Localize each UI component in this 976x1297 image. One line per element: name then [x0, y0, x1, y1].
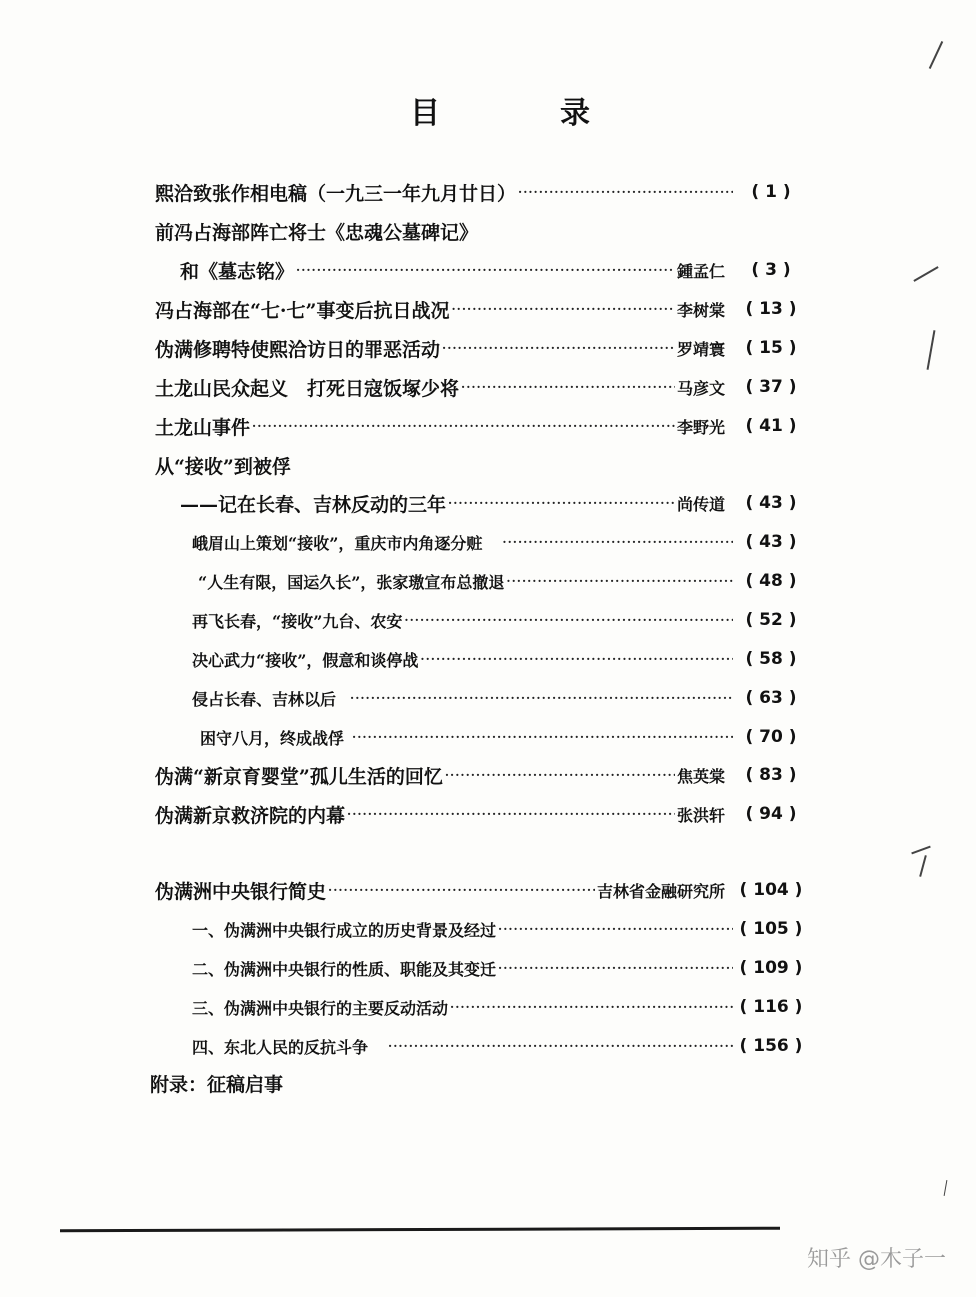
dot-leader — [350, 691, 733, 705]
toc-entry-author: 焦英棠 — [676, 766, 725, 786]
toc-subentry — [200, 722, 783, 752]
dot-leader — [445, 768, 675, 782]
toc-subentry — [192, 992, 789, 1022]
toc-entry-title: 决心武力“接收”，假意和谈停战 — [192, 650, 419, 670]
scan-edge-mark — [919, 855, 927, 877]
toc-entry-title: 三、伪满洲中央银行的主要反动活动 — [192, 998, 449, 1018]
toc-entry-author: 李野光 — [676, 417, 725, 437]
dot-leader — [328, 883, 595, 897]
toc-entry-title: 侵占长春、吉林以后 — [192, 689, 337, 709]
dot-leader — [450, 1000, 733, 1014]
toc-entry-page: ( 41 ) — [735, 416, 807, 436]
toc-entry-page: ( 15 ) — [735, 338, 807, 358]
toc-entry-page: ( 116 ) — [735, 997, 807, 1017]
toc-entry — [155, 799, 783, 829]
dot-leader — [461, 380, 675, 394]
toc-entry-author: 罗靖寰 — [676, 339, 725, 359]
dot-leader — [352, 730, 733, 744]
toc-entry-title: 附录：征稿启事 — [150, 1073, 284, 1096]
toc-entry-title: 和《墓志铭》 — [180, 260, 295, 283]
toc-entry-page: ( 156 ) — [735, 1036, 807, 1056]
scan-edge-mark — [927, 330, 936, 370]
toc-entry — [155, 450, 291, 480]
scan-edge-mark — [913, 266, 938, 282]
toc-entry-title: 土龙山事件 — [155, 416, 251, 439]
toc-entry-page: ( 1 ) — [735, 182, 807, 202]
toc-entry — [180, 255, 777, 285]
toc-subentry — [192, 914, 789, 944]
toc-subentry — [192, 953, 789, 983]
dot-leader — [420, 652, 733, 666]
scan-edge-mark — [929, 41, 943, 69]
toc-entry — [155, 216, 478, 246]
toc-entry-page: ( 105 ) — [735, 919, 807, 939]
toc-entry — [155, 760, 783, 790]
toc-entry-author: 鍾孟仁 — [676, 261, 725, 281]
toc-entry-author: 吉林省金融研究所 — [596, 881, 725, 901]
toc-entry-page: ( 58 ) — [735, 649, 807, 669]
toc-subentry — [192, 527, 783, 557]
toc-entry-title: 冯占海部在“七·七”事变后抗日战况 — [155, 299, 450, 322]
dot-leader — [347, 807, 675, 821]
page-title — [410, 88, 590, 132]
toc-entry-title: 伪满“新京育婴堂”孤儿生活的回忆 — [155, 765, 443, 788]
toc-subentry — [192, 605, 783, 635]
toc-subentry — [192, 644, 783, 674]
toc-entry — [155, 294, 783, 324]
toc-entry-author: 马彦文 — [676, 378, 725, 398]
watermark: 知乎 @木子一 — [807, 1247, 946, 1272]
toc-entry-title: 峨眉山上策划“接收”，重庆市内角逐分赃 — [192, 533, 483, 553]
toc-entry — [180, 488, 783, 518]
page-title-right: 录 — [560, 96, 590, 131]
dot-leader — [404, 613, 733, 627]
dot-leader — [252, 419, 675, 433]
toc-subentry — [198, 566, 783, 596]
toc-entry-title: 再飞长春，“接收”九台、农安 — [192, 611, 403, 631]
toc-entry-page: ( 48 ) — [735, 571, 807, 591]
toc-entry-title: 熙洽致张作相电稿（一九三一年九月廿日） — [155, 182, 517, 205]
dot-leader — [518, 185, 733, 199]
page-title-left: 目 — [410, 96, 440, 131]
toc-entry — [155, 177, 777, 207]
dot-leader — [498, 961, 733, 975]
toc-entry-title: 二、伪满洲中央银行的性质、职能及其变迁 — [192, 959, 497, 979]
toc-entry-title: “人生有限，国运久长”，张家璈宣布总撤退 — [198, 572, 505, 592]
toc-subentry — [192, 683, 783, 713]
toc-subentry — [192, 1031, 789, 1061]
bottom-rule — [60, 1227, 780, 1233]
toc-entry — [155, 372, 783, 402]
toc-entry-page: ( 43 ) — [735, 532, 807, 552]
toc-entry-page: ( 70 ) — [735, 727, 807, 747]
toc-entry-page: ( 43 ) — [735, 493, 807, 513]
dot-leader — [448, 496, 675, 510]
toc-entry-page: ( 13 ) — [735, 299, 807, 319]
toc-entry-title: 一、伪满洲中央银行成立的历史背景及经过 — [192, 920, 497, 940]
toc-entry-title: 伪满新京救济院的内幕 — [155, 804, 346, 827]
toc-entry-title: 土龙山民众起义 打死日寇饭塚少将 — [155, 377, 460, 400]
dot-leader — [451, 302, 675, 316]
toc-entry-page: ( 3 ) — [735, 260, 807, 280]
toc-entry-title: 伪满洲中央银行简史 — [155, 880, 327, 903]
toc-entry-page: ( 94 ) — [735, 804, 807, 824]
toc-entry-page: ( 83 ) — [735, 765, 807, 785]
toc-entry-page: ( 52 ) — [735, 610, 807, 630]
dot-leader — [502, 535, 733, 549]
toc-entry-title: ——记在长春、吉林反动的三年 — [180, 493, 447, 516]
toc-entry — [155, 333, 783, 363]
toc-entry-title: 前冯占海部阵亡将士《忠魂公墓碑记》 — [155, 221, 479, 244]
toc-entry-author: 尚传道 — [676, 494, 725, 514]
toc-entry — [155, 411, 783, 441]
dot-leader — [296, 263, 675, 277]
toc-entry-appendix — [150, 1068, 283, 1098]
toc-entry-page: ( 63 ) — [735, 688, 807, 708]
dot-leader — [442, 341, 675, 355]
toc-entry-author: 李树棠 — [676, 300, 725, 320]
dot-leader — [388, 1039, 733, 1053]
scan-edge-mark — [911, 846, 930, 855]
toc-entry-page: ( 104 ) — [735, 880, 807, 900]
scan-edge-mark — [944, 1180, 948, 1196]
toc-entry-page: ( 37 ) — [735, 377, 807, 397]
toc-entry-title: 从“接收”到被俘 — [155, 455, 291, 478]
toc-entry-page: ( 109 ) — [735, 958, 807, 978]
toc-entry-title: 四、东北人民的反抗斗争 — [192, 1037, 369, 1057]
dot-leader — [506, 574, 733, 588]
toc-entry — [155, 875, 789, 905]
toc-entry-author: 张洪轩 — [676, 805, 725, 825]
dot-leader — [498, 922, 733, 936]
toc-entry-title: 伪满修聘特使熙洽访日的罪恶活动 — [155, 338, 441, 361]
toc-entry-title: 困守八月，终成战俘 — [200, 728, 345, 748]
